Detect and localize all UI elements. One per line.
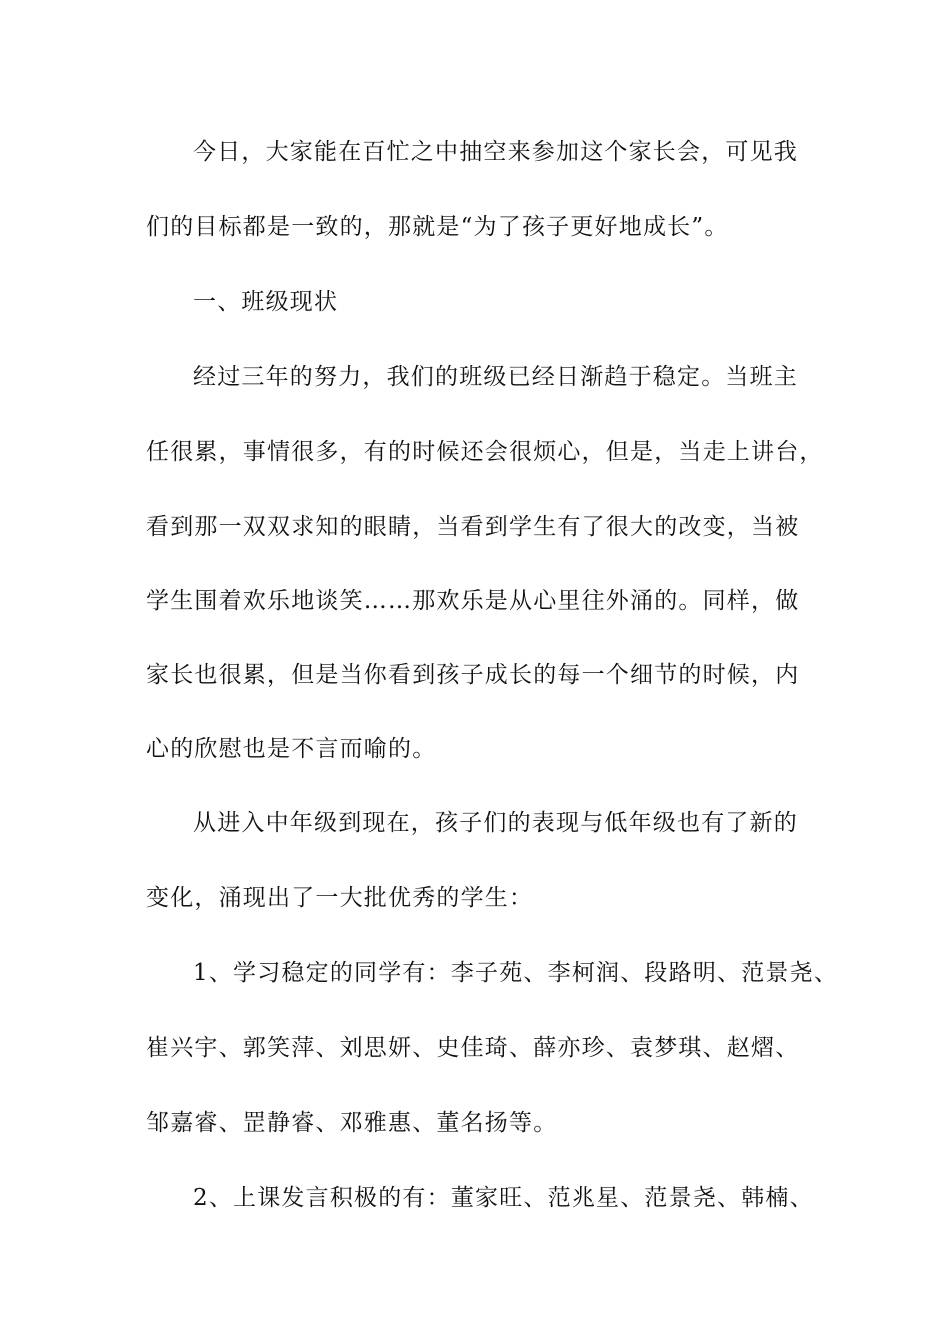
paragraph-line: 任很累，事情很多，有的时候还会很烦心，但是，当走上讲台， bbox=[146, 439, 824, 465]
list-item-line: 1、学习稳定的同学有：李子苑、李柯润、段路明、范景尧、 bbox=[193, 960, 839, 986]
list-item-line: 2、上课发言积极的有：董家旺、范兆星、范景尧、韩楠、 bbox=[193, 1185, 814, 1211]
list-item-line: 邹嘉睿、罡静睿、邓雅惠、董名扬等。 bbox=[146, 1110, 558, 1136]
paragraph-line: 变化，涌现出了一大批优秀的学生： bbox=[146, 885, 534, 911]
list-item-line: 崔兴宇、郭笑萍、刘思妍、史佳琦、薛亦珍、袁梦琪、赵熠、 bbox=[146, 1035, 800, 1061]
paragraph-line: 经过三年的努力，我们的班级已经日渐趋于稳定。当班主 bbox=[193, 364, 798, 390]
paragraph-line: 从进入中年级到现在，孩子们的表现与低年级也有了新的 bbox=[193, 810, 798, 836]
section-heading: 一、班级现状 bbox=[193, 289, 339, 315]
paragraph-line: 家长也很累，但是当你看到孩子成长的每一个细节的时候，内 bbox=[146, 662, 800, 688]
paragraph-line: 们的目标都是一致的，那就是“为了孩子更好地成长”。 bbox=[146, 214, 729, 240]
paragraph-line: 心的欣慰也是不言而喻的。 bbox=[146, 736, 437, 762]
paragraph-line: 看到那一双双求知的眼睛，当看到学生有了很大的改变，当被 bbox=[146, 514, 800, 540]
paragraph-line: 今日，大家能在百忙之中抽空来参加这个家长会，可见我 bbox=[193, 139, 798, 165]
paragraph-line: 学生围着欢乐地谈笑……那欢乐是从心里往外涌的。同样，做 bbox=[146, 588, 800, 614]
